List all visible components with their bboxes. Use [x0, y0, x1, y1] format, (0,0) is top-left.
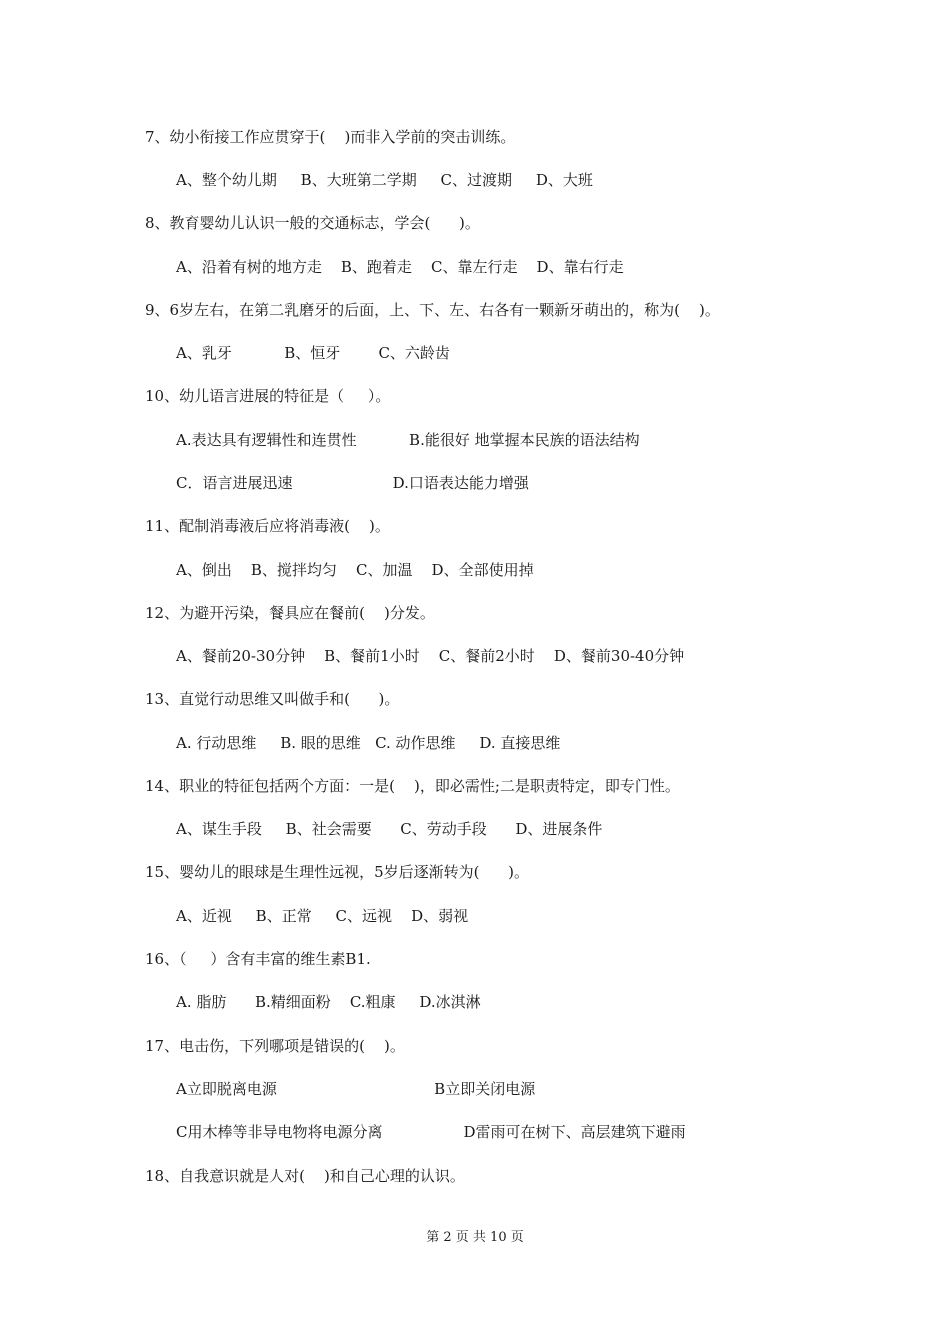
question-12: 12、为避开污染，餐具应在餐前( )分发。 [145, 604, 435, 622]
question-7: 7、幼小衔接工作应贯穿于( )而非入学前的突击训练。 [145, 128, 516, 146]
question-8-options: A、沿着有树的地方走 B、跑着走 C、靠左行走 D、靠右行走 [176, 258, 624, 276]
question-17-options-row-1: A立即脱离电源 B立即关闭电源 [176, 1080, 536, 1098]
question-12-options: A、餐前20-30分钟 B、餐前1小时 C、餐前2小时 D、餐前30-40分钟 [176, 647, 685, 665]
question-16: 16、（ ）含有丰富的维生素B1. [145, 950, 371, 968]
question-17: 17、电击伤，下列哪项是错误的( )。 [145, 1037, 405, 1055]
question-10-options-row-2: C．语言进展迅速 D.口语表达能力增强 [176, 474, 529, 492]
question-16-options: A. 脂肪 B.精细面粉 C.粗康 D.冰淇淋 [176, 993, 481, 1011]
question-10-options-row-1: A.表达具有逻辑性和连贯性 B.能很好 地掌握本民族的语法结构 [176, 431, 640, 449]
question-13: 13、直觉行动思维又叫做手和( )。 [145, 690, 400, 708]
question-13-options: A. 行动思维 B. 眼的思维 C. 动作思维 D. 直接思维 [176, 734, 561, 752]
question-14: 14、职业的特征包括两个方面：一是( )，即必需性;二是职责特定，即专门性。 [145, 777, 680, 795]
question-9-options: A、乳牙 B、恒牙 C、六龄齿 [176, 344, 450, 362]
question-15-options: A、近视 B、正常 C、远视 D、弱视 [176, 907, 469, 925]
question-18: 18、自我意识就是人对( )和自己心理的认识。 [145, 1167, 465, 1185]
question-10: 10、幼儿语言进展的特征是（ ）。 [145, 387, 391, 405]
question-11: 11、配制消毒液后应将消毒液( )。 [145, 517, 390, 535]
question-11-options: A、倒出 B、搅拌均匀 C、加温 D、全部使用掉 [176, 561, 534, 579]
question-14-options: A、谋生手段 B、社会需要 C、劳动手段 D、进展条件 [176, 820, 603, 838]
question-7-options: A、整个幼儿期 B、大班第二学期 C、过渡期 D、大班 [176, 171, 593, 189]
question-8: 8、教育婴幼儿认识一般的交通标志，学会( )。 [145, 214, 480, 232]
question-9: 9、6岁左右，在第二乳磨牙的后面，上、下、左、右各有一颗新牙萌出的，称为( )。 [145, 301, 720, 319]
question-15: 15、婴幼儿的眼球是生理性远视，5岁后逐渐转为( )。 [145, 863, 529, 881]
page-footer: 第 2 页 共 10 页 [426, 1230, 524, 1245]
question-17-options-row-2: C用木棒等非导电物将电源分离 D雷雨可在树下、高层建筑下避雨 [176, 1123, 686, 1141]
